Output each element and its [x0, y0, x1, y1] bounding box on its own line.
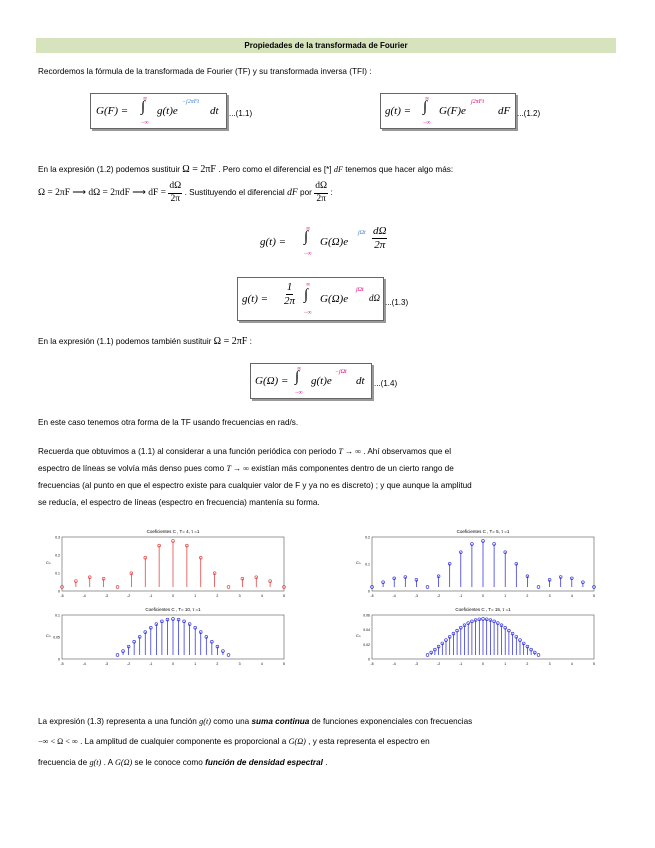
para5-l3c: G(Ω) [114, 758, 133, 767]
para5-line1 [38, 716, 472, 727]
x-tick-label: -1 [149, 594, 153, 598]
frac2-den: 2π [316, 193, 326, 204]
arrow-icon: ⟶ [132, 188, 146, 199]
para5-suma-continua: suma continua [251, 717, 310, 726]
x-tick-label: 5 [283, 594, 285, 598]
x-tick-label: 2 [216, 594, 219, 598]
eq11-upper: ∞ [143, 96, 148, 102]
plot-ylabel: Cₙ [46, 560, 51, 565]
chain-fraction-2 [314, 182, 328, 204]
stem-marker [537, 586, 540, 589]
eq11-integrand: g(t)e [157, 105, 178, 117]
eq12-integrand: G(F)e [439, 105, 466, 117]
stem-marker [426, 586, 429, 589]
chain-step-2: dΩ = 2πdF [88, 188, 130, 199]
equation-1-4-box: G(Ω) = ∞ ∫ −∞ g(t)e −jΩt dt [250, 363, 372, 399]
frac-den: 2π [170, 193, 181, 204]
eq13-integral: ∫ [304, 287, 309, 303]
para4-l2b: existían más componentes dentro de un cierto rango de [251, 464, 454, 473]
para1-line1b: . Pero como el diferencial es [*] [218, 165, 332, 174]
eq14-ref: ...(1.4) [374, 379, 398, 388]
para5-l1b: como una [213, 717, 250, 726]
para5-l3f: . [325, 758, 328, 767]
eq12-ref: ...(1.2) [517, 109, 541, 118]
eq11-dt: dt [210, 105, 219, 117]
eq13-coef-num: 1 [286, 281, 293, 293]
eq13-ref: ...(1.3) [385, 298, 409, 307]
para4-l2a: espectro de líneas se volvía más denso pues como [38, 464, 225, 473]
para1-colon: : [330, 188, 333, 198]
plot-ylabel: Cₙ [46, 633, 51, 638]
stem-marker [537, 654, 540, 657]
y-tick-label: 0.3 [55, 535, 60, 540]
para5-l3b: . A [103, 758, 113, 767]
x-tick-label: -2 [127, 662, 131, 666]
x-tick-label: 2 [526, 662, 529, 666]
chain-fraction [168, 182, 182, 204]
x-tick-label: -2 [127, 594, 131, 598]
intro-text: Recordemos la fórmula de la transformada de Fourier (TF) y su transformada inversa (TFI) : [38, 67, 372, 76]
stem-marker [227, 586, 230, 589]
x-tick-label: 4 [260, 594, 263, 598]
x-tick-label: 5 [283, 662, 285, 666]
para1-line2a: . Sustituyendo el diferencial [184, 188, 285, 198]
para1-line1a: En la expresión (1.2) podemos sustituir [38, 165, 180, 174]
equation-1-3-box: g(t) = $\frac{1}{2\pi}$ ∞ ∫ −∞ G(Ω)e jΩt dΩ [237, 277, 384, 321]
para5-l1a: La expresión (1.3) representa a una función [38, 717, 197, 726]
eq12-dF: dF [498, 105, 511, 117]
para5-line2 [38, 736, 430, 747]
eq14-integrand: g(t)e [311, 375, 332, 387]
y-tick-label: 0.1 [365, 562, 370, 567]
eq13-lhs: g(t) = [242, 293, 269, 305]
y-tick-label: 0.06 [363, 613, 370, 618]
para1-dF2: dF [287, 188, 298, 199]
x-tick-label: 0 [172, 662, 174, 666]
x-tick-label: -4 [82, 594, 86, 598]
x-tick-label: 0 [482, 662, 484, 666]
plot-2 [350, 525, 600, 603]
para5-line3 [38, 757, 328, 768]
x-tick-label: 5 [593, 662, 595, 666]
para1-dF: dF [333, 165, 343, 174]
stem-marker [116, 654, 119, 657]
x-tick-label: 0 [172, 594, 174, 598]
para4-l1b: . Ahí observamos que el [363, 447, 452, 456]
eq13-dOmega: dΩ [369, 293, 381, 303]
frac2-num: dΩ [314, 182, 328, 194]
para1-line1d: tenemos que hacer algo más: [345, 165, 454, 174]
plot-title: Coeficientes C , T= 4, τ =1 [146, 529, 200, 534]
eqmid-integral: ∫ [304, 229, 309, 245]
equation-1-1-box [90, 93, 227, 129]
para5-l2b: , y esta representa el espectro en [308, 737, 430, 746]
x-tick-label: -2 [437, 662, 441, 666]
eq13-coef [284, 282, 295, 307]
y-tick-label: 0.04 [363, 628, 370, 633]
x-tick-label: 5 [593, 594, 595, 598]
eq11-lower: −∞ [141, 120, 149, 126]
para4-l1a: Recuerda que obtuvimos a (1.1) al considerar a una función periódica con periodo [38, 447, 337, 456]
eq14-dt: dt [356, 375, 365, 387]
para5-l3a: frecuencia de [38, 758, 88, 767]
x-tick-label: -5 [370, 662, 374, 666]
x-tick-label: 4 [570, 594, 573, 598]
y-tick-label: 0.2 [55, 553, 60, 558]
eq14-exp: −jΩt [335, 369, 347, 375]
page-title: Propiedades de la transformada de Fourier [36, 38, 616, 53]
eq13-coef-den: 2π [284, 295, 296, 307]
x-tick-label: -1 [149, 662, 153, 666]
y-tick-label: 0 [58, 657, 60, 662]
eqmid-lhs: g(t) = [260, 236, 287, 248]
x-tick-label: -2 [437, 594, 441, 598]
x-tick-label: -3 [104, 662, 108, 666]
plot-ylabel: Cₙ [356, 560, 361, 565]
para4-line1 [38, 446, 451, 457]
arrow-icon: ⟶ [72, 188, 86, 199]
x-tick-label: -4 [392, 594, 396, 598]
para2-end: : [249, 337, 252, 346]
x-tick-label: 2 [216, 662, 219, 666]
x-tick-label: -3 [414, 662, 418, 666]
para5-l3d: se le conoce como [134, 758, 203, 767]
x-tick-label: 3 [238, 594, 241, 598]
x-tick-label: -3 [104, 594, 108, 598]
para1-line2 [38, 182, 333, 204]
eq14-lhs: G(Ω) = [255, 375, 289, 387]
eq12-exponent: j2πFt [471, 99, 485, 105]
equation-1-2-box [380, 93, 516, 129]
x-tick-label: 1 [504, 662, 507, 666]
y-tick-label: 0.1 [55, 613, 60, 618]
equation-mid: g(t) = ∞ ∫ −∞ G(Ω)e jΩt $\frac{d\Omega}{2\pi}$ [260, 225, 387, 257]
eq11-lhs: G(F) = [96, 105, 129, 117]
x-tick-label: 2 [526, 594, 529, 598]
stem-marker [227, 654, 230, 657]
para1-line1 [38, 164, 453, 175]
para5-l2a: . La amplitud de cualquier componente es proporcional a [80, 737, 287, 746]
para5-densidad-espectral: función de densidad espectral [205, 758, 323, 767]
stem-marker [116, 586, 119, 589]
x-tick-label: 1 [194, 662, 197, 666]
x-tick-label: -5 [60, 594, 64, 598]
eqmid-exp: jΩt [358, 230, 366, 236]
x-tick-label: 4 [570, 662, 573, 666]
plot-title: Coeficientes C , T= 10, τ =1 [145, 607, 201, 612]
y-tick-label: 0 [58, 589, 60, 594]
y-tick-label: 0 [368, 657, 370, 662]
para5-l1g: g(t) [199, 717, 211, 726]
x-tick-label: 3 [238, 662, 241, 666]
plot-3 [40, 603, 290, 671]
eq14-integral: ∫ [295, 369, 300, 385]
plot-1 [40, 525, 290, 603]
eqmid-den: 2π [374, 239, 386, 251]
para2 [38, 336, 252, 347]
y-tick-label: 0 [368, 589, 370, 594]
y-tick-label: 0.05 [53, 635, 60, 640]
x-tick-label: -5 [60, 662, 64, 666]
x-tick-label: -1 [459, 662, 463, 666]
x-tick-label: -1 [459, 594, 463, 598]
plot-title: Coeficientes C , T= 5, τ =1 [456, 529, 510, 534]
para5-l1d: de funciones exponenciales con frecuencias [311, 717, 473, 726]
eq13-integrand: G(Ω)e [320, 293, 349, 305]
para1-omega-eq: Ω = 2πF [182, 164, 216, 175]
x-tick-label: -3 [414, 594, 418, 598]
eq11-exponent: −j2πFt [182, 99, 200, 105]
frac-num: dΩ [168, 182, 182, 194]
para1-por: por [300, 188, 312, 198]
x-tick-label: 1 [194, 594, 197, 598]
eqmid-frac [372, 226, 387, 251]
eq12-upper: ∞ [425, 96, 430, 102]
para3: En este caso tenemos otra forma de la TF usando frecuencias en rad/s. [38, 418, 299, 427]
eq13-exp: jΩt [356, 287, 364, 293]
para4-l2eq: T → ∞ [226, 464, 249, 473]
chain-step-3: dF = [148, 188, 167, 199]
eq12-lhs: g(t) = [385, 105, 412, 117]
eqmid-num: dΩ [373, 225, 387, 237]
para4-l1eq: T → ∞ [338, 447, 361, 456]
y-tick-label: 0.2 [365, 535, 370, 540]
x-tick-label: 3 [548, 594, 551, 598]
x-tick-label: -4 [82, 662, 86, 666]
eq11-integral: ∫ [141, 99, 146, 115]
para4-line3: frecuencias (al punto en que el espectro existe para cualquier valor de F y ya no es discreto) ; y que aunque la amplitud [38, 481, 472, 490]
x-tick-label: 1 [504, 594, 507, 598]
para4-line4: se reducía, el espectro de líneas (espectro en frecuencia) mantenía su forma. [38, 498, 320, 507]
x-tick-label: -5 [370, 594, 374, 598]
para5-l2g: G(Ω) [288, 737, 306, 746]
plot-title: Coeficientes C , T= 15, τ =1 [455, 607, 511, 612]
x-tick-label: -4 [392, 662, 396, 666]
eq12-integral: ∫ [423, 99, 428, 115]
x-tick-label: 4 [260, 662, 263, 666]
eq11-ref: ...(1.1) [229, 109, 253, 118]
para2-eq: Ω = 2πF [213, 336, 248, 347]
para2-text: En la expresión (1.1) podemos también sustituir [38, 337, 212, 346]
x-tick-label: 3 [548, 662, 551, 666]
stem-marker [426, 654, 429, 657]
para5-l3g: g(t) [89, 758, 102, 767]
plot-4 [350, 603, 600, 671]
plot-ylabel: Cₙ [356, 633, 361, 638]
y-tick-label: 0.02 [363, 642, 370, 647]
eqmid-integrand: G(Ω)e [320, 236, 349, 248]
x-tick-label: 0 [482, 594, 484, 598]
y-tick-label: 0.1 [55, 571, 60, 576]
para5-l2eq: −∞ < Ω < ∞ [38, 737, 78, 746]
eq12-lower: −∞ [423, 120, 431, 126]
chain-step-1: Ω = 2πF [38, 188, 70, 199]
para4-line2 [38, 463, 454, 474]
